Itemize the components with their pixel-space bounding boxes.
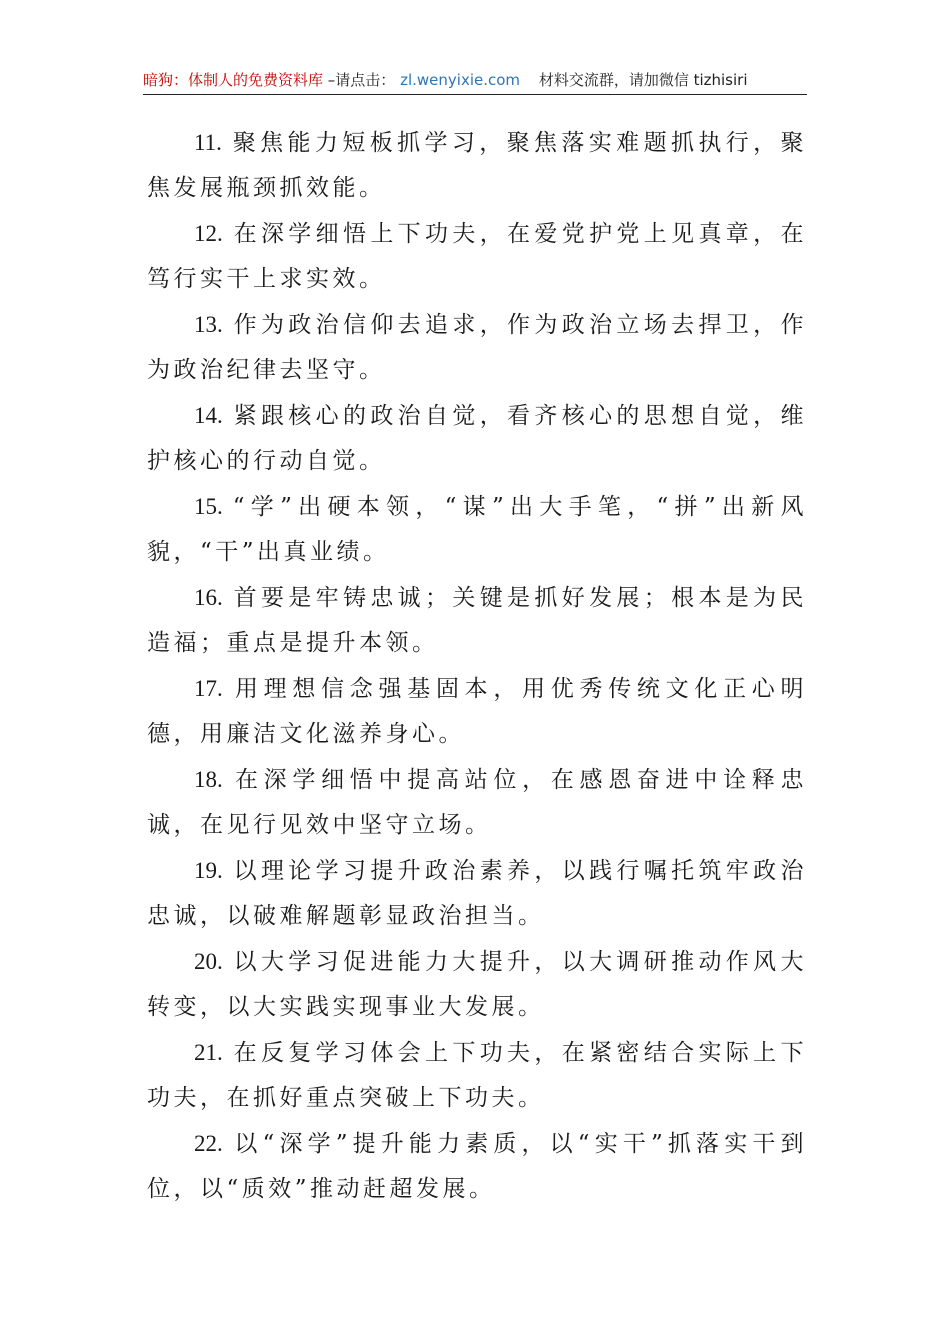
- item-number: 14.: [194, 403, 223, 428]
- item-text: 作为政治信仰去追求，作为政治立场去捍卫，作为政治纪律去坚守。: [147, 312, 807, 383]
- list-item: [147, 757, 807, 848]
- header-click-prompt: 请点击：: [335, 71, 396, 89]
- item-number: 11.: [194, 130, 222, 155]
- header-group-text: 材料交流群，请加微信 tizhisiri: [538, 71, 748, 89]
- item-number: 17.: [194, 676, 223, 701]
- list-item: [147, 302, 807, 393]
- item-text: 首要是牢铸忠诚；关键是抓好发展；根本是为民造福；重点是提升本领。: [147, 585, 807, 656]
- item-number: 21.: [194, 1040, 223, 1065]
- item-text: 在反复学习体会上下功夫，在紧密结合实际上下功夫，在抓好重点突破上下功夫。: [147, 1040, 807, 1111]
- list-item: [147, 939, 807, 1030]
- item-text: 以大学习促进能力大提升，以大调研推动作风大转变，以大实践实现事业大发展。: [147, 949, 807, 1020]
- header-url-link[interactable]: zl.wenyixie.com: [400, 71, 521, 89]
- list-item: [147, 211, 807, 302]
- document-body: [147, 120, 807, 1212]
- item-text: 以理论学习提升政治素养，以践行嘱托筑牢政治忠诚，以破难解题彰显政治担当。: [147, 858, 807, 929]
- list-item: [147, 1121, 807, 1212]
- item-number: 18.: [194, 767, 223, 792]
- list-item: [147, 666, 807, 757]
- item-number: 20.: [194, 949, 223, 974]
- item-number: 22.: [194, 1131, 223, 1156]
- item-text: 以“深学”提升能力素质，以“实干”抓落实干到位，以“质效”推动赶超发展。: [147, 1131, 807, 1202]
- item-text: 紧跟核心的政治自觉，看齐核心的思想自觉，维护核心的行动自觉。: [147, 403, 807, 474]
- page-header: [143, 66, 807, 95]
- item-number: 19.: [194, 858, 223, 883]
- list-item: [147, 120, 807, 211]
- item-text: 用理想信念强基固本，用优秀传统文化正心明德，用廉洁文化滋养身心。: [147, 676, 807, 747]
- item-number: 15.: [194, 494, 223, 519]
- list-item: [147, 575, 807, 666]
- item-text: 在深学细悟中提高站位，在感恩奋进中诠释忠诚，在见行见效中坚守立场。: [147, 767, 807, 838]
- header-brand: 暗狗：体制人的免费资料库: [143, 71, 324, 89]
- item-text: 在深学细悟上下功夫，在爱党护党上见真章，在笃行实干上求实效。: [147, 221, 807, 292]
- list-item: [147, 484, 807, 575]
- item-text: “学”出硬本领，“谋”出大手笔，“拼”出新风貌，“干”出真业绩。: [147, 494, 807, 565]
- item-number: 12.: [194, 221, 223, 246]
- list-item: [147, 848, 807, 939]
- list-item: [147, 1030, 807, 1121]
- item-text: 聚焦能力短板抓学习，聚焦落实难题抓执行，聚焦发展瓶颈抓效能。: [147, 130, 807, 201]
- item-number: 13.: [194, 312, 223, 337]
- item-number: 16.: [194, 585, 223, 610]
- header-separator: –: [327, 71, 336, 89]
- list-item: [147, 393, 807, 484]
